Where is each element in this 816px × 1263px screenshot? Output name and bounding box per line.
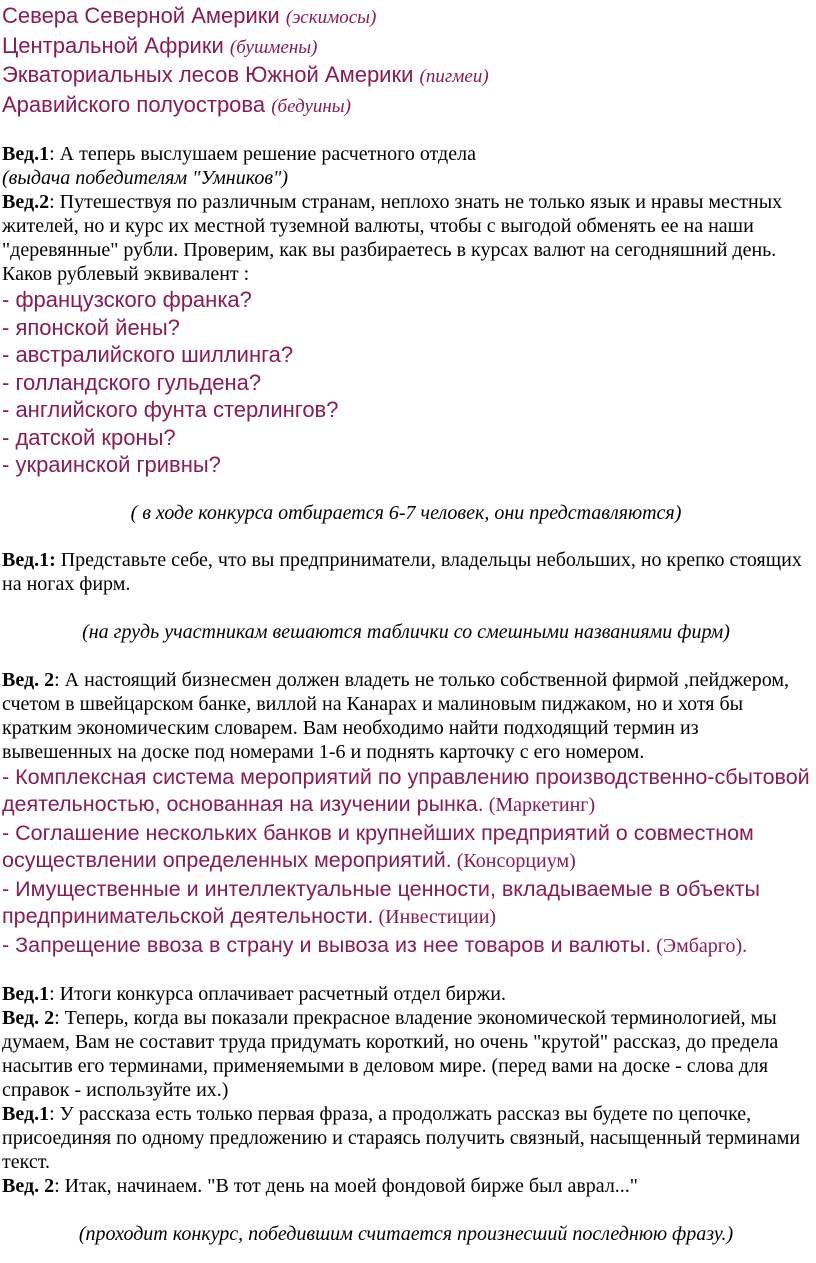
peoples-list (2, 2, 810, 120)
stage-note: (выдача победителям "Умников") (2, 167, 289, 189)
host-paragraph-3: Вед. 2: А настоящий бизнесмен должен владеть не только собственной фирмой ,пейджером, счетом в швейцарском банке, виллой на Канарах и малиновым пиджаком, но и хотя бы кратким экономическим словарем. Вам необходимо найти подходящий термин из вывешенных на доске под номерами 1-6 и поднять карточку с его номером. (2, 668, 790, 763)
host-paragraph-1: Вед.1: А теперь выслушаем решение расчетного отдела (выдача победителям "Умников") Вед.2: Путешествуя по различным странам, неплохо знать не только язык и нравы местных жителей, но и курс их местной туземной валюты, чтобы с выгодой обменять ее на наши "деревянные" рубли. Проверим, как вы разбираетесь в курсах валют на сегодняшний день. Каков рублевый эквивалент : (2, 143, 783, 285)
term-item: - Запрещение ввоза в страну и вывоза из нее товаров и валюты. (Эмбарго). (2, 932, 748, 957)
people-item: Аравийского полуострова (бедуины) (2, 91, 351, 117)
speaker-label: Вед. 2 (2, 668, 55, 691)
term-item: - Соглашение нескольких банков и крупнейших предприятий о совместном осуществлении определенных мероприятий. (Консорциум) (2, 820, 754, 872)
currency-item: - австралийского шиллинга? (2, 342, 294, 367)
speaker-label: Вед.1 (2, 1103, 50, 1125)
terms-list (2, 764, 810, 961)
speaker-label: Вед. 2 (2, 1007, 55, 1029)
currency-item: - украинской гривны? (2, 452, 221, 477)
stage-note-selection: ( в ходе конкурса отбирается 6-7 человек, они представляются) (130, 501, 682, 524)
host-paragraph-2: Вед.1: Представьте себе, что вы предприниматели, владельцы небольших, но крепко стоящих на ногах фирм. (2, 548, 802, 595)
speaker-label: Вед.2 (2, 191, 50, 213)
stage-note-final: (проходит конкурс, победившим считается произнесший последнюю фразу.) (78, 1223, 734, 1245)
currency-item: - японской йены? (2, 314, 180, 340)
currency-item: - английского фунта стерлингов? (2, 397, 339, 422)
speaker-label: Вед.1: (2, 548, 56, 571)
currency-list (2, 286, 810, 479)
currency-item: - датской кроны? (2, 424, 176, 450)
stage-note-plates: (на грудь участникам вешаются таблички со смешными названиями фирм) (82, 620, 730, 643)
speaker-label: Вед.1 (2, 143, 50, 165)
people-item: Севера Северной Америки (эскимосы) (2, 3, 377, 28)
currency-item: - французского франка? (2, 287, 252, 312)
speaker-label: Вед. 2 (2, 1175, 55, 1197)
term-item: - Комплексная система мероприятий по управлению производственно-сбытовой деятельностью, основанная на изучении рынка. (Маркетинг) (2, 764, 810, 816)
host-paragraph-4: Вед.1: Итоги конкурса оплачивает расчетный отдел биржи. Вед. 2: Теперь, когда вы показали прекрасное владение экономической терминологией, мы думаем, Вам не составит труда придумать короткий, но очень "крутой" рассказ, до предела насытив его терминами, применяемыми в деловом мире. (перед вами на доске - слова для справок - используйте их.) Вед.1: У рассказа есть только первая фраза, а продолжать рассказ вы будете по цепочке, присоединяя по одному предложению и стараясь получить связный, насыщенный терминами текст. Вед. 2: Итак, начинаем. "В тот день на моей фондовой бирже был аврал..." (2, 983, 801, 1197)
currency-item: - голландского гульдена? (2, 369, 262, 395)
people-item: Центральной Африки (бушмены) (2, 32, 318, 58)
people-item: Экваториальных лесов Южной Америки (пигмеи) (2, 62, 489, 87)
speaker-label: Вед.1 (2, 983, 50, 1005)
term-item: - Имущественные и интеллектуальные ценности, вкладываемые в объекты предпринимательской деятельности. (Инвестиции) (2, 876, 761, 928)
